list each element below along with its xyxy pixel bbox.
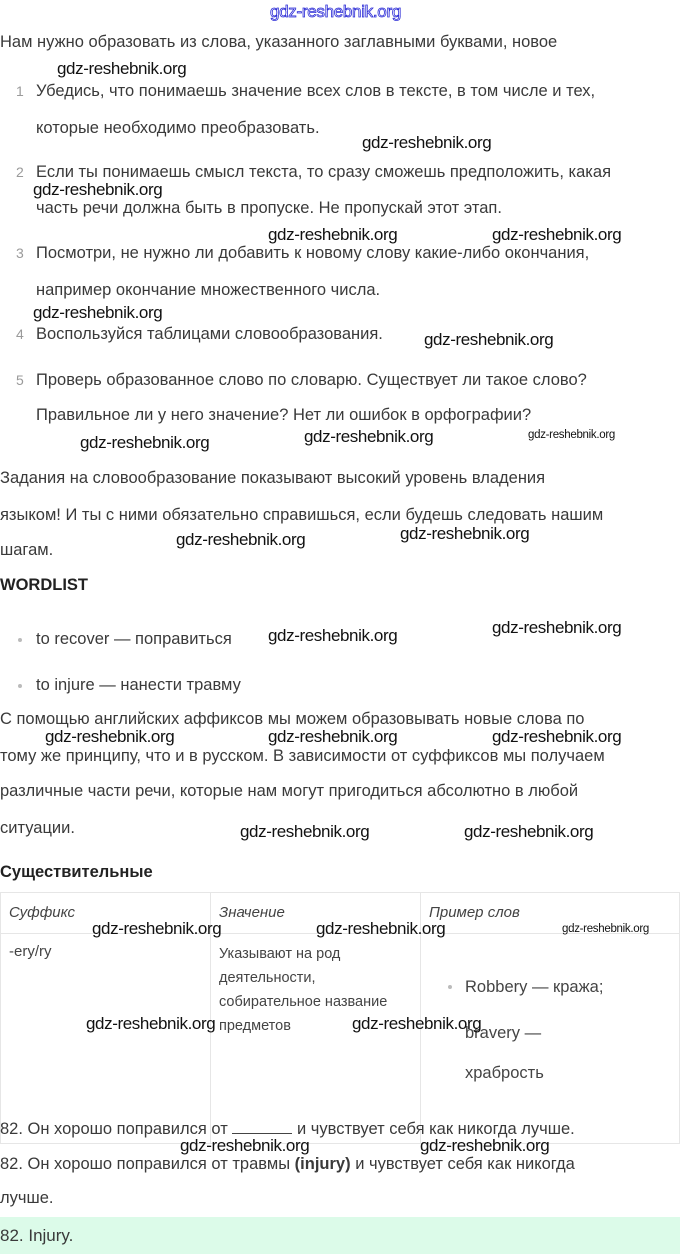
watermark: gdz-reshebnik.org [268,727,398,746]
cell-meaning [211,934,421,1144]
watermark: gdz-reshebnik.org [180,1136,310,1155]
watermark: gdz-reshebnik.org [268,626,398,645]
watermark: gdz-reshebnik.org [304,427,434,446]
bullet-icon [18,684,22,688]
nouns-heading: Существительные [0,863,153,881]
watermark: gdz-reshebnik.org [420,1136,550,1155]
cell-example [421,934,680,1144]
watermark: gdz-reshebnik.org [562,923,649,935]
step-text: Правильное ли у него значение? Нет ли ошибок в орфографии? [36,406,532,424]
bullet-icon [18,638,22,642]
example-line: храбрость [465,1064,544,1082]
watermark: gdz-reshebnik.org [92,919,222,938]
paragraph-line: ситуации. [0,819,75,837]
example-line: bravery — [465,1024,542,1042]
step-number: 2 [16,164,24,180]
column-header-meaning: Значение [211,893,421,934]
step-text: например окончание множественного числа. [36,281,381,299]
paragraph-line: С помощью английских аффиксов мы можем образовывать новые слова по [0,710,585,728]
watermark: gdz-reshebnik.org [80,433,210,452]
step-text: Воспользуйся таблицами словообразования. [36,325,383,343]
answer-end: и чувствует себя как никогда [355,1155,575,1173]
meaning-line: собирательное название [219,994,388,1010]
paragraph-line: тому же принципу, что и в русском. В зависимости от суффиксов мы получаем [0,747,605,765]
answer-box [0,1217,680,1254]
watermark: gdz-reshebnik.org [45,727,175,746]
site-watermark-header[interactable]: gdz-reshebnik.org [270,2,401,21]
watermark: gdz-reshebnik.org [492,727,622,746]
step-text: Проверь образованное слово по словарю. Существует ли такое слово? [36,371,587,389]
paragraph-line: языком! И ты с ними обязательно справишься, если будешь следовать нашим [0,506,604,524]
final-answer: 82. Injury. [0,1226,74,1245]
step-text: Посмотри, не нужно ли добавить к новому слову какие-либо окончания, [36,244,590,262]
answer-blank [232,1119,292,1134]
watermark: gdz-reshebnik.org [57,59,187,78]
paragraph-line: различные части речи, которые нам могут пригодиться абсолютно в любой [0,782,579,800]
paragraph-line: Задания на словообразование показывают высокий уровень владения [0,469,546,487]
watermark: gdz-reshebnik.org [268,225,398,244]
meaning-line: деятельности, [219,970,316,986]
cell-suffix: -ery/ry [1,934,211,1144]
exercise-answer [0,1155,575,1173]
step-text: которые необходимо преобразовать. [36,119,320,137]
watermark: gdz-reshebnik.org [352,1014,482,1033]
watermark: gdz-reshebnik.org [400,524,530,543]
paragraph-line: шагам. [0,541,54,559]
watermark: gdz-reshebnik.org [33,180,163,199]
step-text: Убедись, что понимаешь значение всех слов в тексте, в том числе и тех, [36,82,596,100]
step-text: Если ты понимаешь смысл текста, то сразу сможешь предположить, какая [36,163,612,181]
step-text: часть речи должна быть в пропуске. Не пропускай этот этап. [36,199,502,217]
question-end: и чувствует себя как никогда лучше. [296,1120,575,1138]
watermark: gdz-reshebnik.org [240,822,370,841]
column-header-example: Пример слов [421,893,680,934]
wordlist-item: to injure — нанести травму [36,676,241,694]
watermark: gdz-reshebnik.org [464,822,594,841]
exercise-answer-line2: лучше. [0,1189,54,1207]
watermark: gdz-reshebnik.org [492,618,622,637]
wordlist-heading: WORDLIST [0,576,88,594]
watermark: gdz-reshebnik.org [86,1014,216,1033]
meaning-line: предметов [219,1018,291,1034]
question-start: 82. Он хорошо поправился от [0,1120,228,1138]
watermark: gdz-reshebnik.org [492,225,622,244]
meaning-line: Указывают на род [219,946,341,962]
wordlist-item: to recover — поправиться [36,630,232,648]
answer-word: (injury) [294,1155,351,1173]
example-item: Robbery — кража; [465,978,604,996]
column-header-suffix: Суффикс [1,893,211,934]
watermark: gdz-reshebnik.org [33,303,163,322]
watermark: gdz-reshebnik.org [424,330,554,349]
bullet-icon [448,985,452,989]
step-number: 4 [16,326,24,342]
watermark: gdz-reshebnik.org [528,429,615,441]
answer-start: 82. Он хорошо поправился от травмы [0,1155,291,1173]
step-number: 1 [16,83,24,99]
watermark: gdz-reshebnik.org [316,919,446,938]
intro-text: Нам нужно образовать из слова, указанного заглавными буквами, новое [0,33,558,51]
step-number: 3 [16,245,24,261]
watermark: gdz-reshebnik.org [176,530,306,549]
step-number: 5 [16,372,24,388]
watermark: gdz-reshebnik.org [362,133,492,152]
